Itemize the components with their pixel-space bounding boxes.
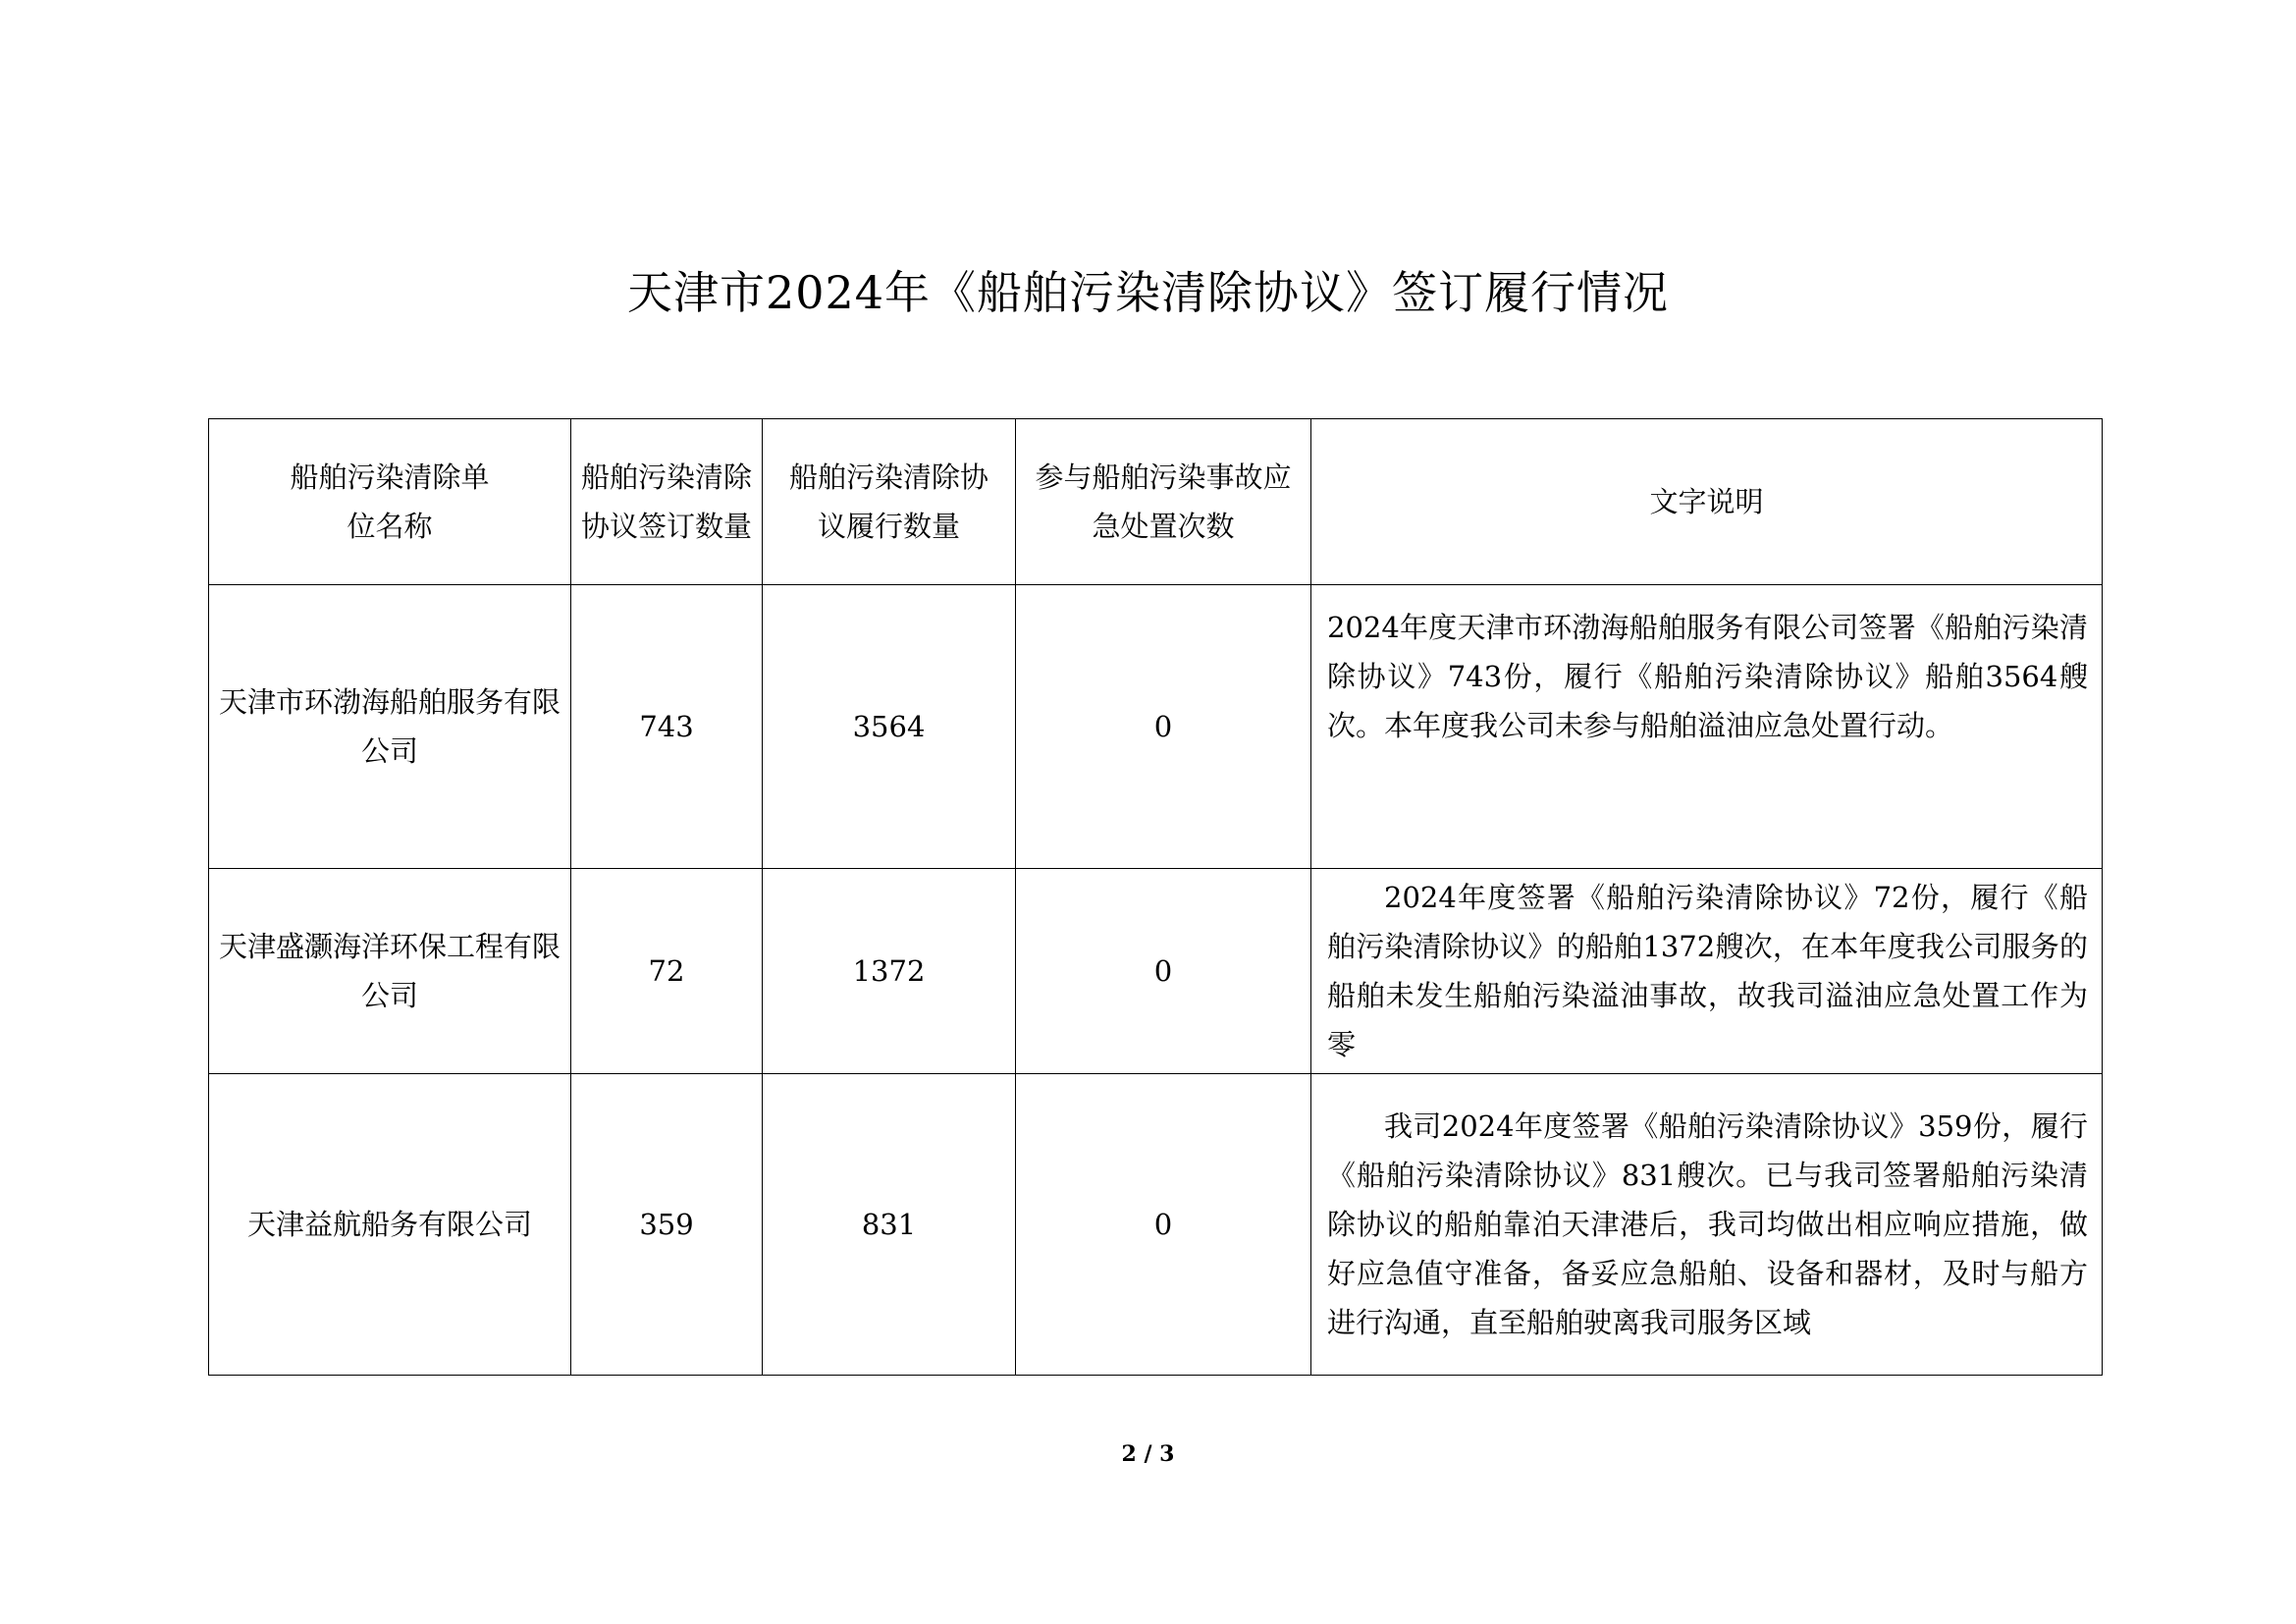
description: 2024年度天津市环渤海船舶服务有限公司签署《船舶污染清除协议》743份，履行《船舶污染清除协议》船舶3564艘次。本年度我公司未参与船舶溢油应急处置行动。	[1311, 585, 2103, 869]
signed-count: 743	[571, 585, 763, 869]
table-header-row	[209, 419, 2103, 585]
emergency-count: 0	[1016, 1074, 1311, 1376]
header-signed-count: 船舶污染清除协议签订数量	[571, 419, 763, 585]
table-row	[209, 585, 2103, 869]
header-emergency-count: 参与船舶污染事故应急处置次数	[1016, 419, 1311, 585]
performed-count: 3564	[763, 585, 1016, 869]
description: 我司2024年度签署《船舶污染清除协议》359份，履行《船舶污染清除协议》831艘次。已与我司签署船舶污染清除协议的船舶靠泊天津港后，我司均做出相应响应措施，做好应急值守准备，备妥应急船舶、设备和器材，及时与船方进行沟通，直至船舶驶离我司服务区域	[1311, 1074, 2103, 1376]
unit-name: 天津益航船务有限公司	[209, 1074, 571, 1376]
emergency-count: 0	[1016, 585, 1311, 869]
table-row	[209, 1074, 2103, 1376]
header-description: 文字说明	[1311, 419, 2103, 585]
performed-count: 831	[763, 1074, 1016, 1376]
signed-count: 359	[571, 1074, 763, 1376]
performed-count: 1372	[763, 869, 1016, 1074]
unit-name: 天津市环渤海船舶服务有限公司	[209, 585, 571, 869]
document-title: 天津市2024年《船舶污染清除协议》签订履行情况	[626, 266, 1670, 319]
unit-name: 天津盛灏海洋环保工程有限公司	[209, 869, 571, 1074]
header-performed-count: 船舶污染清除协议履行数量	[763, 419, 1016, 585]
emergency-count: 0	[1016, 869, 1311, 1074]
page-number: 2 / 3	[1121, 1441, 1175, 1467]
table-row	[209, 869, 2103, 1074]
agreement-table	[208, 418, 2103, 1376]
signed-count: 72	[571, 869, 763, 1074]
header-unit-name: 船舶污染清除单位名称	[209, 419, 571, 585]
description: 2024年度签署《船舶污染清除协议》72份，履行《船舶污染清除协议》的船舶1372艘次，在本年度我公司服务的船舶未发生船舶污染溢油事故，故我司溢油应急处置工作为零	[1311, 869, 2103, 1074]
